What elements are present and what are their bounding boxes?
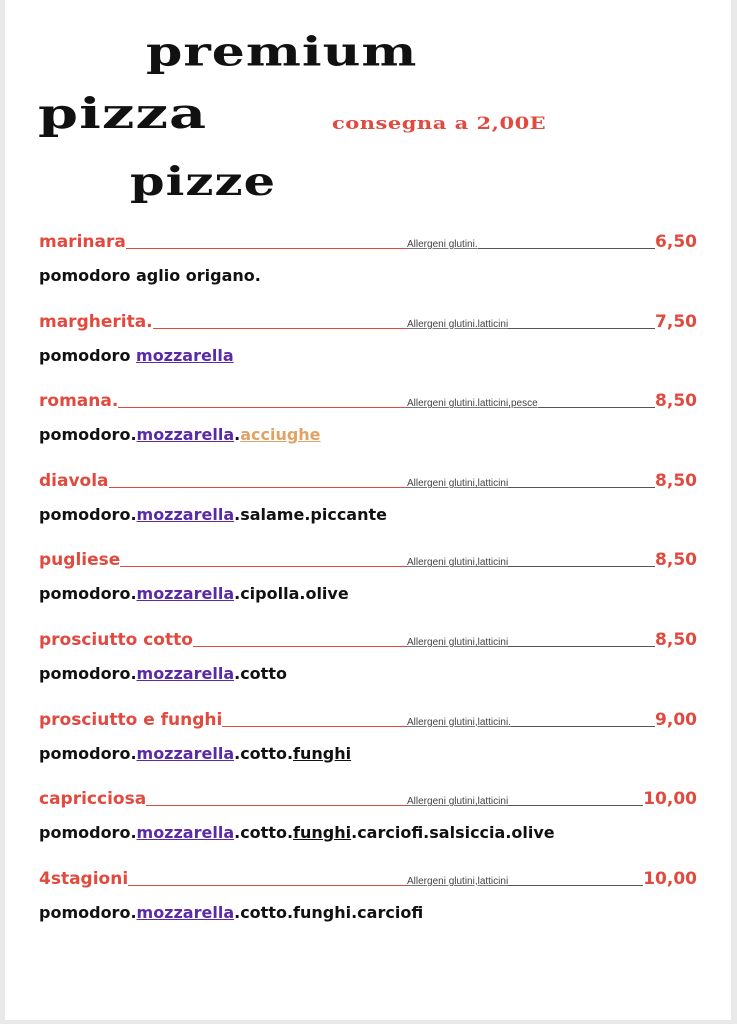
title-pizze: pizze xyxy=(130,158,277,205)
ingredient-text: pomodoro. xyxy=(39,504,137,524)
leader-line xyxy=(511,725,655,727)
delivery-fee: consegna a 2,00E xyxy=(332,113,547,133)
leader-line xyxy=(508,565,655,567)
leader-line xyxy=(109,486,407,488)
ingredient-link: mozzarella xyxy=(136,584,235,604)
ingredient-link: mozzarella xyxy=(136,425,235,445)
menu-item-header xyxy=(39,704,697,730)
pizza-price: 7,50 xyxy=(655,311,697,332)
pizza-name: capricciosa xyxy=(39,789,147,810)
pizza-price: 8,50 xyxy=(655,470,697,491)
pizza-menu-list xyxy=(39,226,697,942)
pizza-name: marinara xyxy=(39,232,126,252)
ingredient-text: pomodoro. xyxy=(39,584,137,604)
pizza-ingredients xyxy=(39,664,287,683)
title-premium: premium xyxy=(146,28,418,76)
leader-line xyxy=(193,645,407,647)
menu-item-header xyxy=(39,624,697,650)
pizza-ingredients xyxy=(39,584,349,603)
pizza-name: 4stagioni xyxy=(39,868,129,889)
page-edge-bottom xyxy=(0,1020,737,1024)
ingredient-highlight: funghi xyxy=(293,823,352,843)
ingredient-text: pomodoro xyxy=(39,345,137,365)
ingredient-text: .cotto. xyxy=(234,823,294,843)
menu-item-header xyxy=(39,385,697,411)
pizza-name: prosciutto e funghi xyxy=(39,709,223,730)
menu-item xyxy=(39,226,697,306)
ingredient-highlight: acciughe xyxy=(240,425,321,445)
ingredient-text: pomodoro. xyxy=(39,663,137,683)
ingredient-link: mozzarella xyxy=(136,902,235,922)
pizza-ingredients xyxy=(39,425,321,444)
pizza-ingredients xyxy=(39,823,555,842)
ingredient-text: . xyxy=(234,425,241,445)
leader-line xyxy=(508,804,643,806)
menu-item xyxy=(39,385,697,465)
pizza-name: margherita. xyxy=(39,311,153,332)
pizza-ingredients xyxy=(39,266,261,285)
ingredient-text: .cotto xyxy=(234,663,287,683)
leader-line xyxy=(478,247,655,249)
page-edge-right xyxy=(731,0,737,1024)
menu-item-header xyxy=(39,306,697,332)
pizza-ingredients xyxy=(39,744,351,763)
title-pizza: pizza xyxy=(38,88,208,139)
ingredient-link: mozzarella xyxy=(136,823,235,843)
pizza-price: 8,50 xyxy=(655,629,697,650)
pizza-name: diavola xyxy=(39,470,109,491)
leader-line xyxy=(508,884,643,886)
ingredient-link: mozzarella xyxy=(136,743,235,763)
allergens-text: Allergeni glutini,latticini xyxy=(407,875,509,887)
pizza-price: 6,50 xyxy=(655,232,697,252)
page-edge-left xyxy=(0,0,5,1024)
allergens-text: Allergeni glutini,latticini xyxy=(407,796,509,808)
ingredient-text: pomodoro. xyxy=(39,425,137,445)
menu-item-header xyxy=(39,863,697,889)
pizza-price: 8,50 xyxy=(655,391,697,412)
leader-line xyxy=(222,725,407,727)
leader-line xyxy=(118,406,407,408)
leader-line xyxy=(120,565,407,567)
pizza-ingredients xyxy=(39,346,234,365)
menu-item-header xyxy=(39,465,697,491)
leader-line xyxy=(538,406,655,408)
leader-line xyxy=(508,645,655,647)
leader-line xyxy=(508,327,655,329)
menu-item xyxy=(39,306,697,386)
pizza-ingredients xyxy=(39,505,387,524)
allergens-text: Allergeni glutini,latticini xyxy=(407,636,509,648)
ingredient-text: pomodoro. xyxy=(39,743,137,763)
allergens-text: Allergeni glutini.latticini,pesce xyxy=(407,398,538,410)
ingredient-text: .carciofi.salsiccia.olive xyxy=(351,823,555,843)
ingredient-text: .cotto. xyxy=(234,743,294,763)
ingredient-text: pomodoro. xyxy=(39,823,137,843)
leader-line xyxy=(146,804,407,806)
ingredient-text: pomodoro. xyxy=(39,902,137,922)
menu-item-header xyxy=(39,783,697,809)
menu-item xyxy=(39,783,697,863)
menu-item xyxy=(39,465,697,545)
ingredient-text: .cotto.funghi.carciofi xyxy=(234,902,424,922)
leader-line xyxy=(508,486,655,488)
menu-item xyxy=(39,624,697,704)
ingredient-text: .salame.piccante xyxy=(234,504,387,524)
pizza-name: pugliese xyxy=(39,550,121,571)
ingredient-highlight: funghi xyxy=(293,743,352,763)
pizza-ingredients xyxy=(39,903,423,922)
leader-line xyxy=(153,327,407,329)
menu-item-header xyxy=(39,226,697,252)
allergens-text: Allergeni glutini. xyxy=(407,239,478,250)
menu-item xyxy=(39,863,697,943)
ingredient-link: mozzarella xyxy=(136,663,235,683)
pizza-price: 10,00 xyxy=(643,868,697,889)
pizza-name: prosciutto cotto xyxy=(39,629,193,650)
leader-line xyxy=(126,247,407,249)
allergens-text: Allergeni glutini.latticini xyxy=(407,318,509,330)
allergens-text: Allergeni glutini,latticini. xyxy=(407,716,511,728)
leader-line xyxy=(128,884,407,886)
ingredient-link: mozzarella xyxy=(136,504,235,524)
pizza-price: 9,00 xyxy=(655,709,697,730)
allergens-text: Allergeni glutini,latticini xyxy=(407,477,509,489)
pizza-price: 10,00 xyxy=(643,789,697,810)
menu-item xyxy=(39,544,697,624)
menu-item xyxy=(39,704,697,784)
ingredient-text: .cipolla.olive xyxy=(234,584,349,604)
pizza-name: romana. xyxy=(39,391,119,412)
ingredient-text: pomodoro aglio origano. xyxy=(39,266,261,285)
ingredient-link: mozzarella xyxy=(136,345,234,365)
menu-item-header xyxy=(39,544,697,570)
allergens-text: Allergeni glutini,latticini xyxy=(407,557,509,569)
pizza-price: 8,50 xyxy=(655,550,697,571)
